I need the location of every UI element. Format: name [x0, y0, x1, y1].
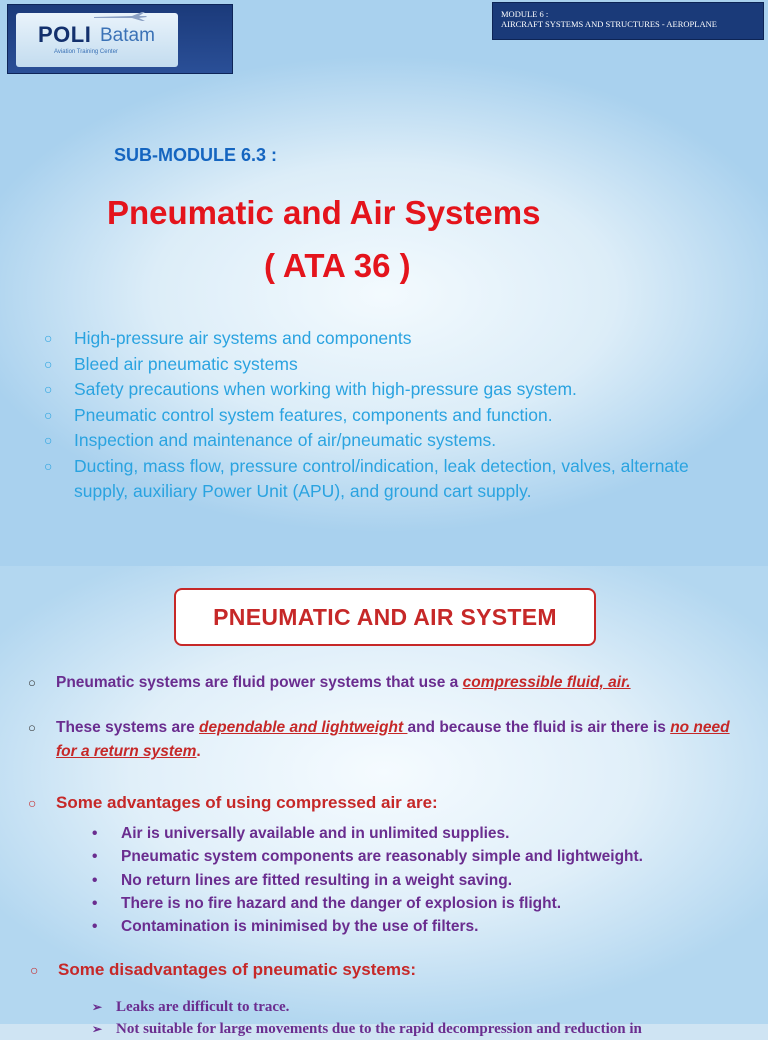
- logo-subtitle: Aviation Training Center: [54, 49, 118, 55]
- submodule-label: SUB-MODULE 6.3 :: [114, 145, 278, 165]
- advantage-item: • Pneumatic system components are reasonably simple and lightweight.: [92, 845, 643, 868]
- bullet-dot-icon: •: [92, 825, 98, 842]
- circle-bullet-icon: ○: [30, 962, 39, 978]
- advantages-list: [92, 822, 643, 938]
- slide-2: [0, 566, 768, 1037]
- emphasis-no-return: no need for a return system: [56, 719, 730, 760]
- module-label: [492, 2, 764, 40]
- advantage-item: • There is no fire hazard and the danger of explosion is flight.: [92, 892, 643, 915]
- advantages-heading: ○ Some advantages of using compressed air are:: [56, 791, 438, 815]
- module-line-2: AIRCRAFT SYSTEMS AND STRUCTURES - AEROPLANE: [501, 19, 717, 29]
- slide-title: Pneumatic and Air Systems: [107, 194, 541, 231]
- circle-bullet-icon: ○: [28, 795, 37, 811]
- paragraph-characteristics: ○ These systems are dependable and lightweight and because the fluid is air there is no need for a return system.: [56, 716, 746, 764]
- emphasis-dependable: dependable and lightweight: [199, 719, 408, 736]
- circle-bullet-icon: ○: [44, 381, 53, 397]
- bullet-dot-icon: •: [92, 871, 98, 889]
- circle-bullet-icon: ○: [44, 432, 53, 448]
- disadvantage-item: ➢ Not suitable for large movements due to the rapid decompression and reduction in: [92, 1018, 642, 1040]
- arrow-bullet-icon: ➢: [92, 1000, 103, 1014]
- bullet-dot-icon: •: [92, 848, 98, 866]
- disadvantages-list: [92, 996, 642, 1040]
- topic-item: ○ Pneumatic control system features, components and function.: [44, 403, 744, 429]
- topic-item: ○ High-pressure air systems and components: [44, 326, 744, 352]
- paragraph-definition: ○ Pneumatic systems are fluid power systems that use a compressible fluid, air.: [56, 671, 746, 695]
- emphasis-compressible-fluid: compressible fluid, air.: [462, 674, 631, 691]
- module-line-1: MODULE 6 :: [501, 9, 549, 19]
- circle-bullet-icon: ○: [28, 720, 36, 735]
- topic-item: ○ Inspection and maintenance of air/pneumatic systems.: [44, 428, 744, 454]
- topic-item: ○ Ducting, mass flow, pressure control/indication, leak detection, valves, alternate supply, auxiliary Power Unit (APU), and ground cart supply.: [44, 455, 689, 501]
- advantage-item: • No return lines are fitted resulting in a weight saving.: [92, 869, 643, 892]
- slide-subtitle: ( ATA 36 ): [264, 247, 411, 284]
- topic-item: ○ Safety precautions when working with high-pressure gas system.: [44, 377, 744, 403]
- circle-bullet-icon: ○: [44, 406, 53, 423]
- disadvantages-heading: ○ Some disadvantages of pneumatic systems:: [58, 958, 416, 982]
- arrow-bullet-icon: ➢: [92, 1022, 103, 1036]
- circle-bullet-icon: ○: [28, 675, 36, 690]
- logo-batam-text: Batam: [100, 25, 155, 46]
- section-heading: PNEUMATIC AND AIR SYSTEM: [174, 588, 596, 646]
- poli-batam-logo: [7, 4, 233, 74]
- disadvantage-item: ➢ Leaks are difficult to trace.: [92, 996, 642, 1018]
- bullet-dot-icon: •: [92, 918, 98, 936]
- topic-item: ○ Bleed air pneumatic systems: [44, 352, 744, 378]
- topics-list: [44, 326, 744, 505]
- logo-poli-text: POLI: [38, 22, 92, 47]
- circle-bullet-icon: ○: [44, 330, 53, 346]
- circle-bullet-icon: ○: [44, 355, 53, 372]
- circle-bullet-icon: ○: [44, 457, 53, 474]
- advantage-item: • Air is universally available and in unlimited supplies.: [92, 822, 643, 845]
- airplane-icon: [92, 10, 148, 22]
- advantage-item: • Contamination is minimised by the use of filters.: [92, 915, 643, 938]
- bullet-dot-icon: •: [92, 894, 98, 912]
